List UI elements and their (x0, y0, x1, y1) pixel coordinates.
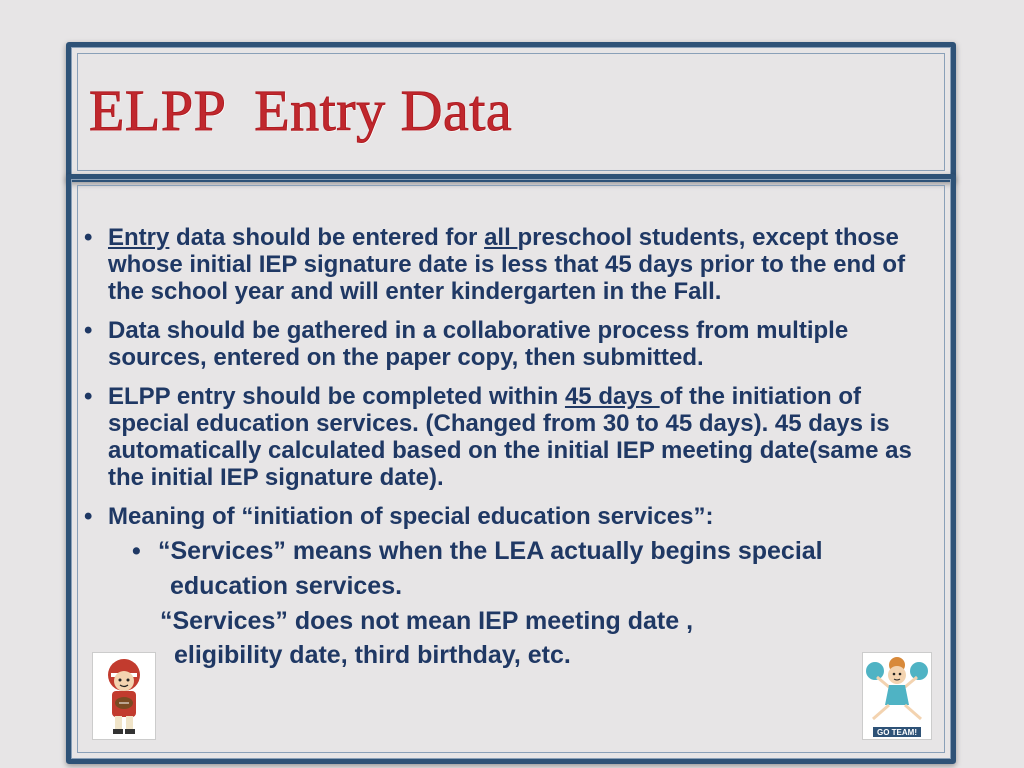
bullet-entry-word: Entry (108, 224, 170, 251)
sub-bullet-services-means (84, 534, 944, 569)
bullet-entry-text-b: preschool students, except those whose initial IEP signature date is less that 45 days prior to the end of the school year and will enter kindergarten in the Fall. (108, 224, 906, 305)
sub-bullet-2-line1: “Services” does not mean IEP meeting date , (160, 607, 694, 635)
bullet-entry-data (84, 224, 908, 305)
title-frame (66, 42, 956, 182)
sub-bullet-dot: • (132, 537, 141, 565)
go-team-caption: GO TEAM! (877, 728, 917, 737)
slide-content (84, 224, 944, 672)
cheerleader-clipart (862, 652, 932, 740)
football-player-clipart (92, 652, 156, 740)
bullet-45-text-a: ELPP entry should be completed within (108, 383, 565, 410)
bullet-gathered-text: Data should be gathered in a collaborative process from multiple sources, entered on the paper copy, then submitted. (108, 317, 849, 371)
sub-bullet-1-continuation: education services. (170, 572, 403, 600)
bullet-gathered (84, 317, 948, 371)
football-player-icon (93, 653, 155, 739)
sub-bullet-2-line2: eligibility date, third birthday, etc. (174, 641, 571, 669)
slide-title: ELPP Entry Data (89, 78, 513, 143)
bullet-45-text-b: of the initiation of special education services. (Changed from 30 to 45 days). 45 days is automatically calculated based on the initial IEP meeting date(same as the initial IEP signature date). (108, 383, 912, 491)
bullet-entry-text-a: data should be entered for (169, 224, 485, 251)
bullet-45-days-underlined: 45 days (564, 383, 660, 410)
bullet-meaning (84, 503, 944, 530)
bullet-45-days (84, 383, 938, 491)
sub-bullet-1-line1: “Services” means when the LEA actually begins special (158, 537, 823, 565)
bullet-entry-all: all (484, 224, 518, 251)
bullet-meaning-text: Meaning of “initiation of special education services”: (108, 503, 714, 530)
cheerleader-icon (863, 653, 931, 739)
